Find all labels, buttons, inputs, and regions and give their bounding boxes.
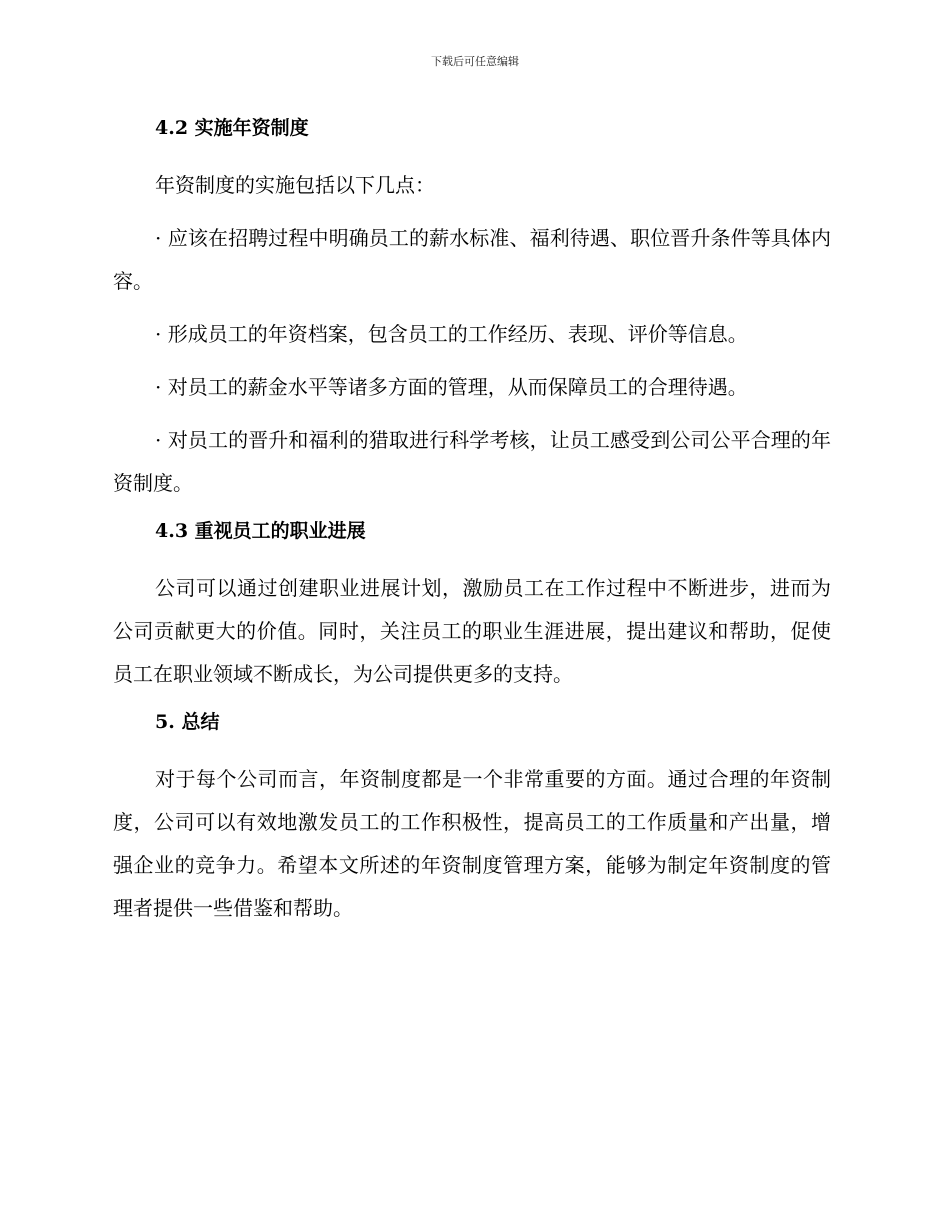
paragraph-summary: 对于每个公司而言，年资制度都是一个非常重要的方面。通过合理的年资制度，公司可以有效地激发员工的工作积极性，提高员工的工作质量和产出量，增强企业的竞争力。希望本文所述的年资制度管理方案，能够为制定年资制度的管理者提供一些借鉴和帮助。 — [113, 767, 831, 920]
section-heading-4-2: 4.2 实施年资制度 — [155, 117, 309, 139]
bullet-salary-management: · 对员工的薪金水平等诸多方面的管理，从而保障员工的合理待遇。 — [155, 375, 748, 399]
paragraph-career-development: 公司可以通过创建职业进展计划，激励员工在工作过程中不断进步，进而为公司贡献更大的价值。同时，关注员工的职业生涯进展，提出建议和帮助，促使员工在职业领域不断成长，为公司提供更多的支持。 — [113, 576, 831, 686]
section-heading-5: 5. 总结 — [155, 711, 220, 733]
bullet-recruitment: · 应该在招聘过程中明确员工的薪水标准、福利待遇、职位晋升条件等具体内容。 — [113, 226, 831, 293]
document-body — [113, 112, 831, 940]
paragraph-intro: 年资制度的实施包括以下几点： — [155, 173, 435, 197]
section-heading-4-3: 4.3 重视员工的职业进展 — [155, 520, 366, 542]
page-header: 下载后可任意编辑 — [431, 55, 519, 68]
bullet-promotion-assessment: · 对员工的晋升和福利的猎取进行科学考核，让员工感受到公司公平合理的年资制度。 — [113, 428, 831, 495]
bullet-seniority-file: · 形成员工的年资档案，包含员工的工作经历、表现、评价等信息。 — [155, 322, 748, 346]
